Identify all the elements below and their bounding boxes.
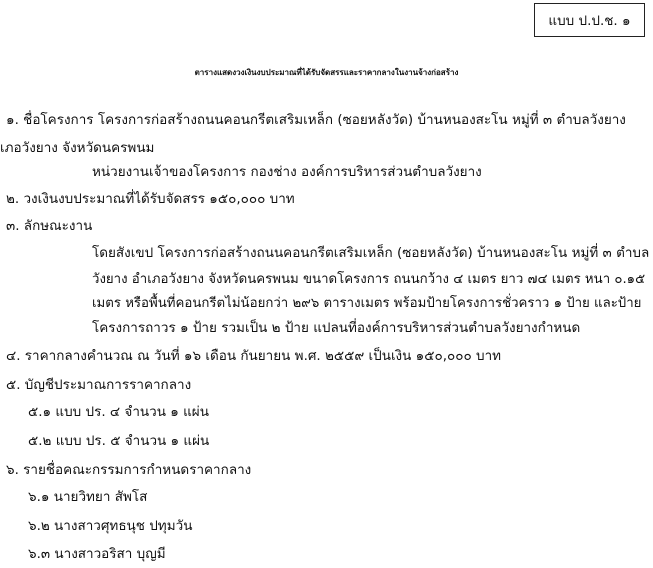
committee-member-3: ๖.๓ นางสาวอริสา บุญมี (28, 546, 166, 562)
project-name-line-1: ๑. ชื่อโครงการ โครงการก่อสร้างถนนคอนกรีตเสริมเหล็ก (ซอยหลังวัด) บ้านหนองสะโน หมู่ที่ ๓ ตำบลวังยาง (6, 112, 626, 128)
estimate-heading: ๕. บัญชีประมาณการราคากลาง (6, 377, 192, 393)
estimate-item-1: ๕.๑ แบบ ปร. ๔ จำนวน ๑ แผ่น (28, 404, 209, 420)
estimate-item-2: ๕.๒ แบบ ปร. ๕ จำนวน ๑ แผ่น (28, 433, 210, 449)
nature-line-1: โดยสังเขป โครงการก่อสร้างถนนคอนกรีตเสริมเหล็ก (ซอยหลังวัด) บ้านหนองสะโน หมู่ที่ ๓ ตำบล (92, 245, 650, 261)
project-name-line-2: เภอวังยาง จังหวัดนครพนม (0, 140, 155, 156)
nature-line-2: วังยาง อำเภอวังยาง จังหวัดนครพนม ขนาดโครงการ ถนนกว้าง ๔ เมตร ยาว ๗๔ เมตร หนา ๐.๑๕ (92, 272, 646, 287)
form-code-box (534, 3, 645, 37)
nature-line-3: เมตร หรือพื้นที่คอนกรีตไม่น้อยกว่า ๒๙๖ ตารางเมตร พร้อมป้ายโครงการชั่วคราว ๑ ป้าย และป้าย (92, 296, 642, 311)
committee-heading: ๖. รายชื่อคณะกรรมการกำหนดราคากลาง (6, 462, 252, 478)
committee-member-1: ๖.๑ นายวิทยา สัพโส (28, 489, 148, 505)
committee-member-2: ๖.๒ นางสาวศุทธนุช ปทุมวัน (28, 518, 193, 534)
budget-line: ๒. วงเงินงบประมาณที่ได้รับจัดสรร ๑๕๐,๐๐๐ บาท (6, 191, 295, 207)
median-price-line: ๔. ราคากลางคำนวณ ณ วันที่ ๑๖ เดือน กันยายน พ.ศ. ๒๕๕๙ เป็นเงิน ๑๕๐,๐๐๐ บาท (6, 348, 502, 364)
form-code: แบบ ป.ป.ช. ๑ (548, 13, 631, 29)
nature-heading: ๓. ลักษณะงาน (6, 218, 93, 234)
nature-line-4: โครงการถาวร ๑ ป้าย รวมเป็น ๒ ป้าย แปลนที่องค์การบริหารส่วนตำบลวังยางกำหนด (92, 320, 581, 336)
document-title: ตารางแสดงวงเงินงบประมาณที่ได้รับจัดสรรและราคากลางในงานจ้างก่อสร้าง (194, 68, 459, 77)
agency-line: หน่วยงานเจ้าของโครงการ กองช่าง องค์การบริหารส่วนตำบลวังยาง (92, 164, 482, 180)
